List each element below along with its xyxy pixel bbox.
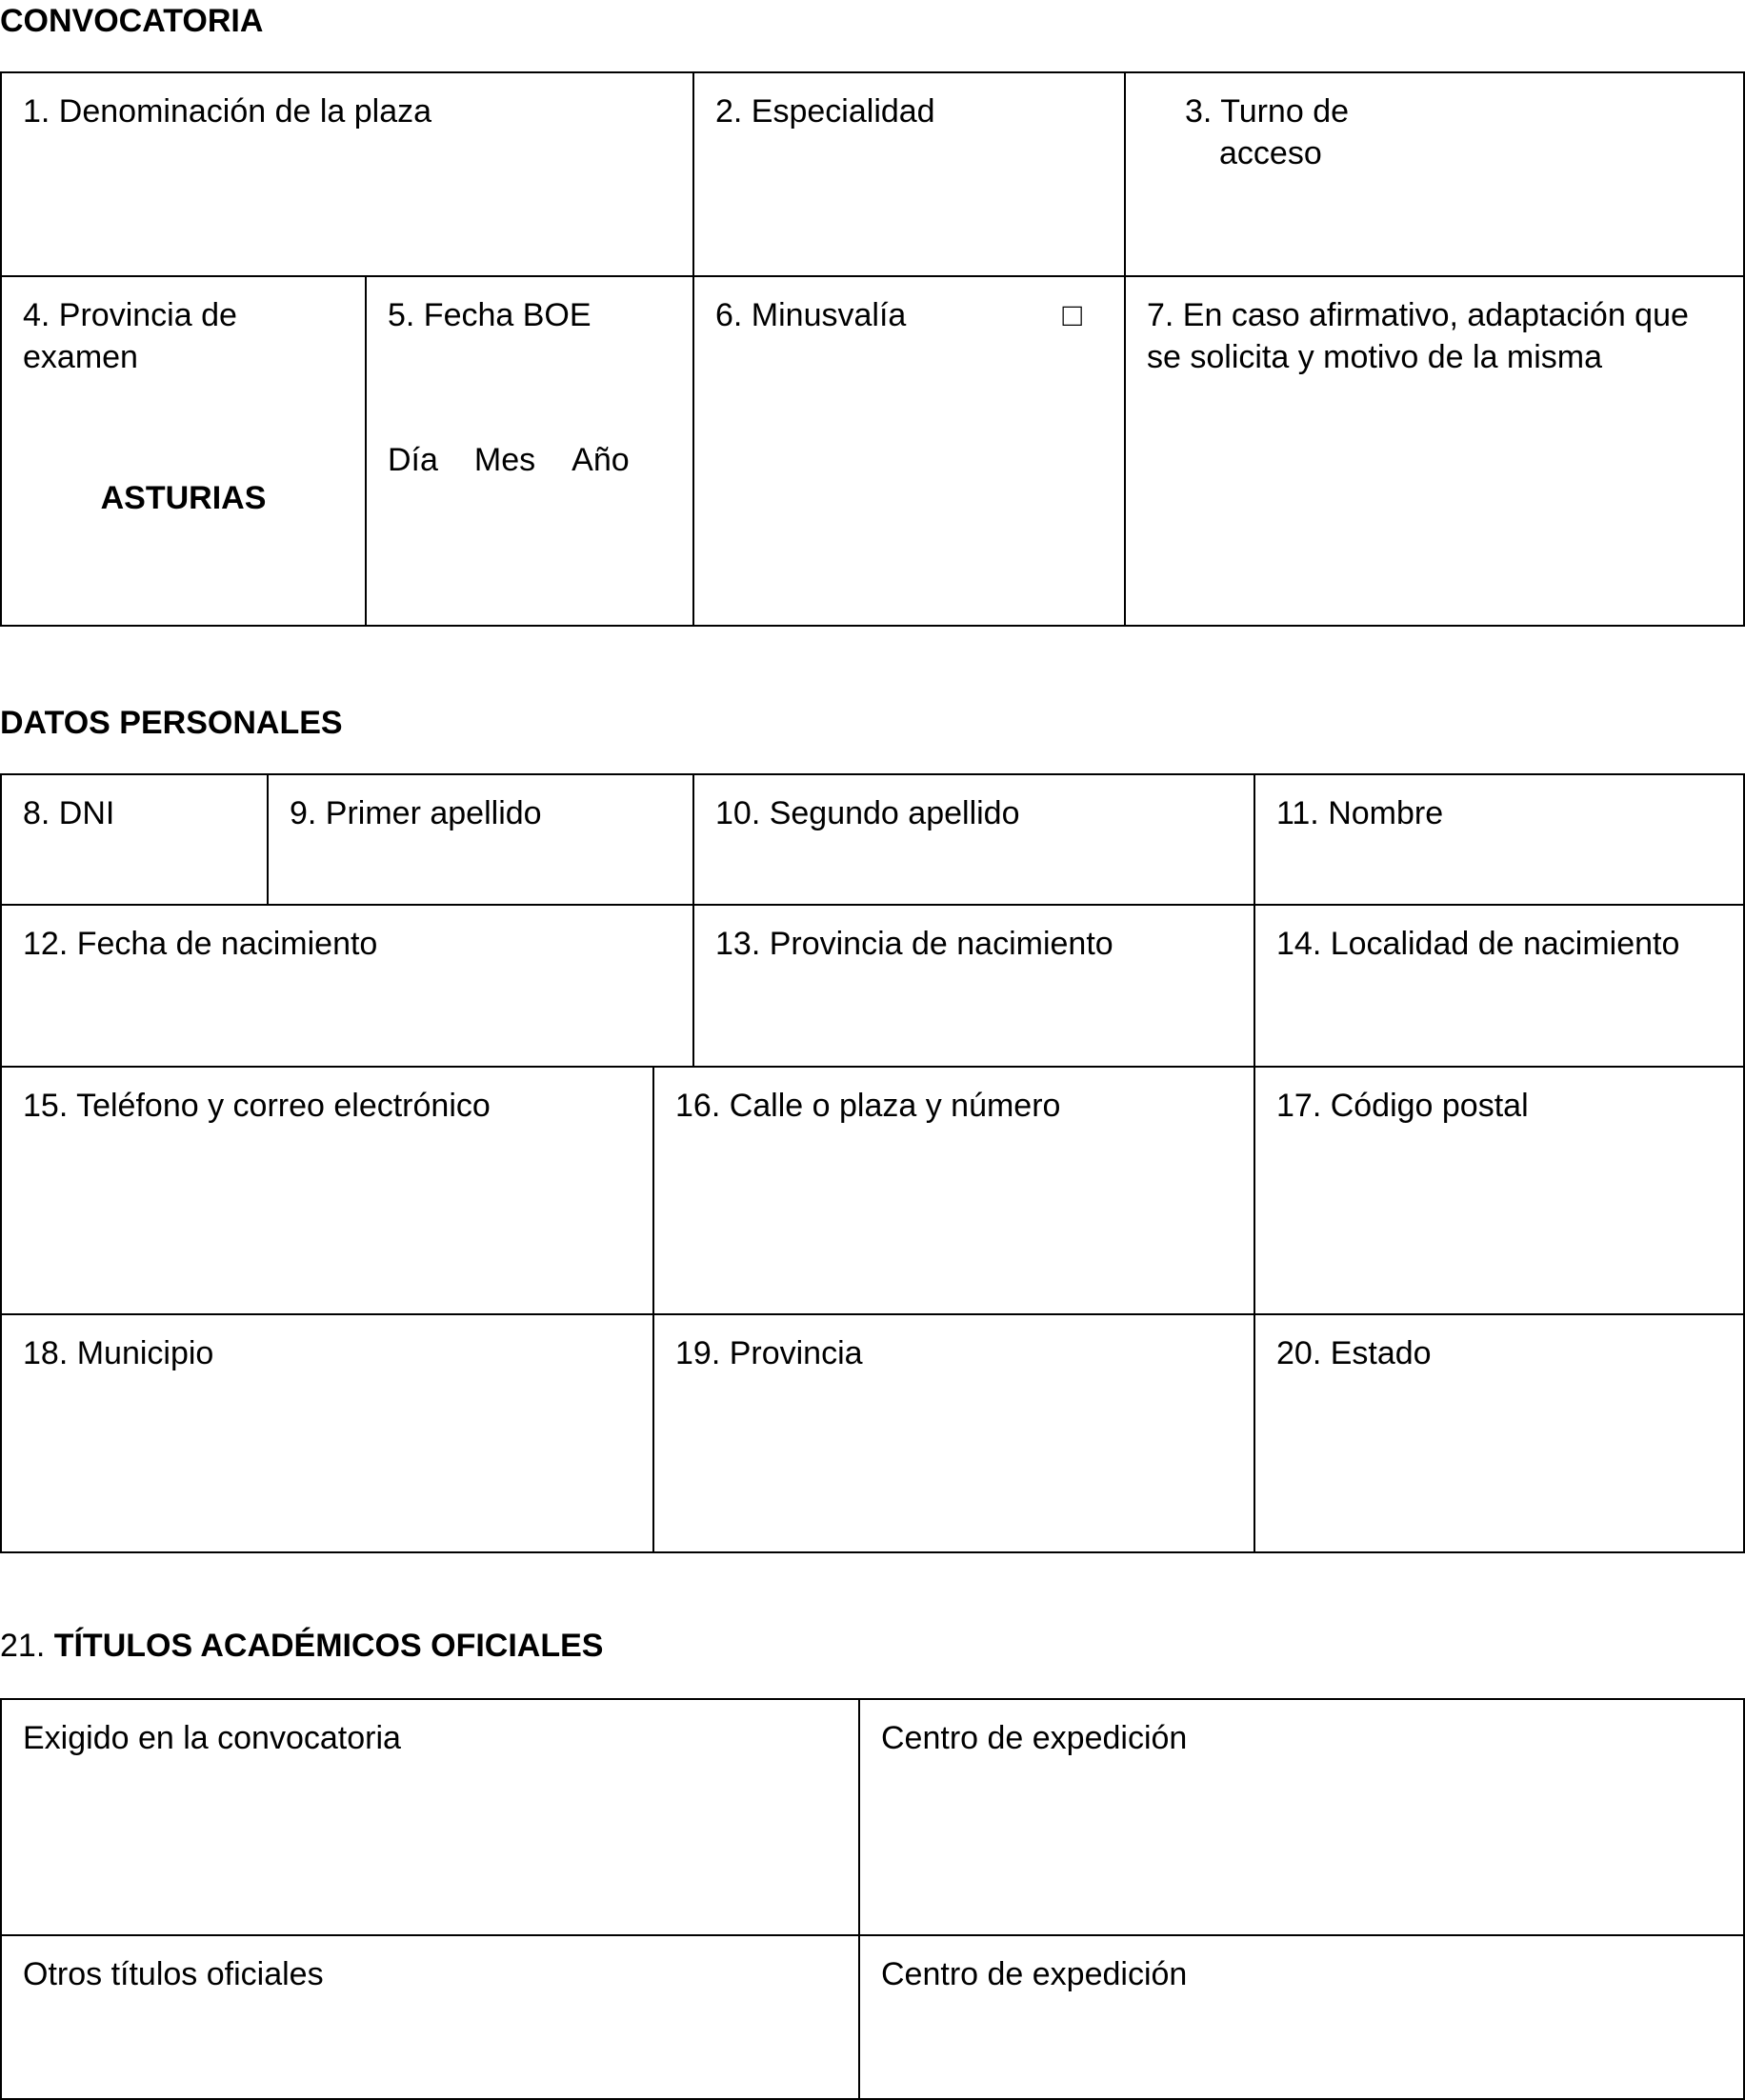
field-segundo-apellido[interactable] [692,773,1255,906]
field-label: 2. Especialidad [715,93,935,130]
section-number: 21. [0,1628,46,1664]
field-localidad-nacimiento[interactable] [1254,904,1745,1068]
field-label: 1. Denominación de la plaza [23,93,432,130]
field-primer-apellido[interactable] [267,773,694,906]
minusvalia-checkbox[interactable]: □ [1062,297,1082,333]
field-estado[interactable] [1254,1313,1745,1553]
section-heading-convocatoria: CONVOCATORIA [0,3,264,39]
field-provincia-nacimiento[interactable] [692,904,1255,1068]
field-label-continued: acceso [1219,135,1322,171]
date-parts [388,439,630,481]
field-label: 17. Código postal [1276,1088,1529,1124]
field-centro-expedicion-otros[interactable] [858,1934,1745,2100]
field-centro-expedicion-exigido[interactable] [858,1698,1745,1936]
field-dni[interactable] [0,773,269,906]
provincia-examen-value: ASTURIAS [100,480,267,516]
field-label: Centro de expedición [881,1956,1188,1992]
field-label: 16. Calle o plaza y número [675,1088,1061,1124]
field-label: 4. Provincia de examen [23,297,237,375]
field-label: 7. En caso afirmativo, adaptación que se solicita y motivo de la misma [1147,297,1689,375]
field-label: Centro de expedición [881,1720,1188,1756]
field-label: 20. Estado [1276,1335,1432,1371]
field-label: 19. Provincia [675,1335,863,1371]
field-titulo-exigido[interactable] [0,1698,860,1936]
field-fecha-nacimiento[interactable] [0,904,694,1068]
field-telefono-correo[interactable] [0,1066,654,1315]
field-nombre[interactable] [1254,773,1745,906]
field-codigo-postal[interactable] [1254,1066,1745,1315]
field-adaptacion[interactable] [1124,275,1745,627]
field-label: 6. Minusvalía [715,297,907,333]
section-heading-titulos [0,1627,603,1665]
field-label: 9. Primer apellido [290,795,542,831]
field-label: 13. Provincia de nacimiento [715,926,1113,962]
field-label: 15. Teléfono y correo electrónico [23,1088,491,1124]
date-year-label: Año [572,442,630,478]
field-provincia[interactable] [652,1313,1255,1553]
field-turno-acceso[interactable] [1124,71,1745,277]
field-especialidad[interactable] [692,71,1126,277]
date-month-label: Mes [473,442,536,478]
field-label: 18. Municipio [23,1335,214,1371]
field-otros-titulos[interactable] [0,1934,860,2100]
field-calle-numero[interactable] [652,1066,1255,1315]
field-label: Exigido en la convocatoria [23,1720,401,1756]
field-fecha-boe[interactable] [365,275,694,627]
field-label: 11. Nombre [1276,795,1444,831]
field-label: 12. Fecha de nacimiento [23,926,378,962]
field-label: 8. DNI [23,795,115,831]
field-label: 10. Segundo apellido [715,795,1020,831]
section-heading-datos-personales: DATOS PERSONALES [0,705,343,741]
field-minusvalia[interactable] [692,275,1126,627]
date-day-label: Día [388,442,438,478]
field-label: 14. Localidad de nacimiento [1276,926,1680,962]
field-label: Otros títulos oficiales [23,1956,324,1992]
field-label: 5. Fecha BOE [388,297,592,333]
field-label: 3. Turno de [1185,93,1350,130]
field-denominacion-plaza[interactable] [0,71,694,277]
section-title: TÍTULOS ACADÉMICOS OFICIALES [53,1628,604,1664]
field-provincia-examen[interactable] [0,275,367,627]
field-municipio[interactable] [0,1313,654,1553]
